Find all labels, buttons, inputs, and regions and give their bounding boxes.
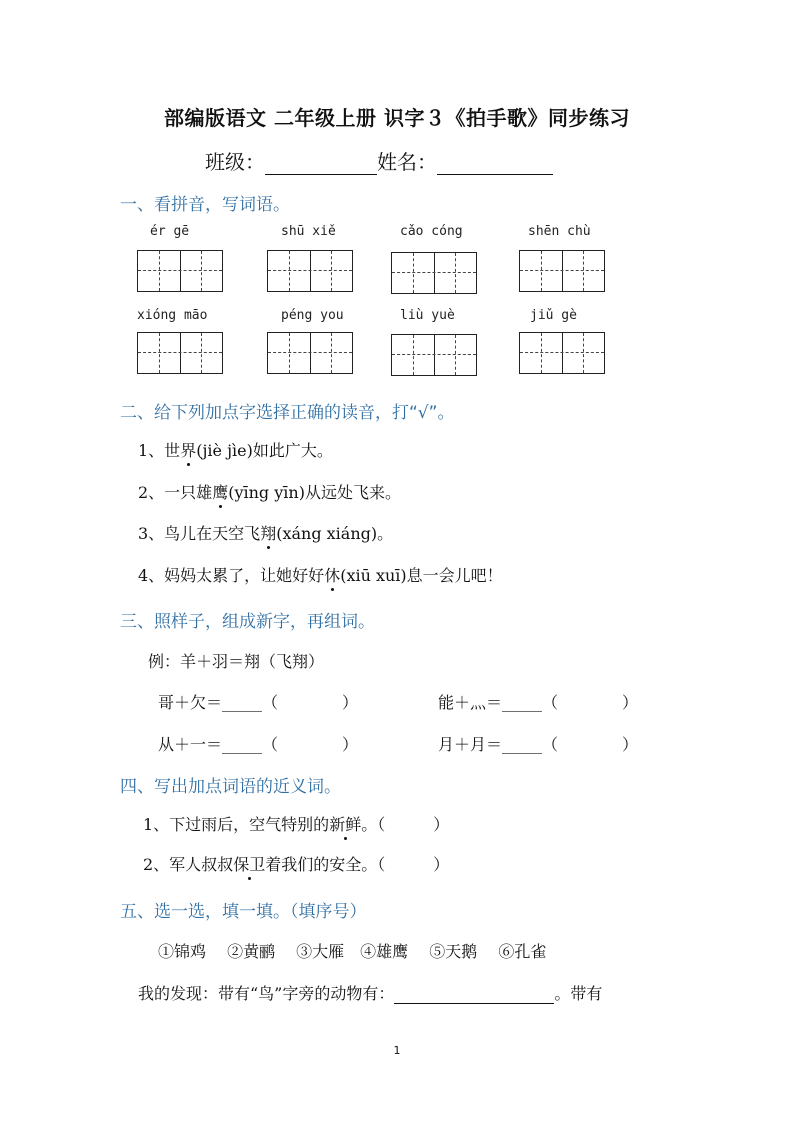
pinyin-4: shēn chù	[528, 224, 591, 239]
question-2-2: 2、一只雄鹰(yīng yīn)从远处飞来。	[138, 483, 401, 502]
discovery-blank[interactable]	[394, 985, 554, 1004]
writing-box-5[interactable]	[137, 332, 223, 374]
pinyin-1: ér gē	[150, 224, 190, 239]
writing-box-2[interactable]	[267, 250, 353, 292]
writing-box-1[interactable]	[137, 250, 223, 292]
section-5-heading: 五、选一选，填一填。（填序号）	[120, 902, 367, 922]
compose-row-2: 能＋灬＝_____（ ）	[438, 693, 639, 712]
pinyin-2: shū xiě	[281, 224, 336, 239]
section-2-heading: 二、给下列加点字选择正确的读音，打“√”。	[120, 403, 455, 423]
writing-box-8[interactable]	[519, 332, 605, 374]
compose-row-3: 从＋一＝_____（ ）	[158, 735, 359, 754]
section-1-heading: 一、看拼音，写词语。	[120, 195, 290, 215]
class-name-line	[205, 146, 553, 175]
question-2-1: 1、世界(jiè jìe)如此广大。	[138, 441, 333, 460]
writing-box-7[interactable]	[391, 334, 477, 376]
name-label: 姓名：	[377, 150, 437, 174]
animal-options: ①锦鸡 ②黄鹂 ③大雁 ④雄鹰 ⑤天鹅 ⑥孔雀	[158, 942, 547, 961]
class-blank	[265, 154, 377, 175]
name-blank	[437, 154, 553, 175]
question-4-1: 1、下过雨后，空气特别的新鲜。（ ）	[143, 815, 450, 834]
example-line: 例：羊＋羽＝翔（飞翔）	[148, 652, 325, 671]
page-number: 1	[393, 1044, 401, 1057]
compose-row-1: 哥＋欠＝_____（ ）	[158, 693, 359, 712]
class-label: 班级：	[205, 150, 265, 174]
writing-box-6[interactable]	[267, 332, 353, 374]
pinyin-7: liù yuè	[400, 308, 455, 323]
pinyin-5: xióng māo	[137, 308, 208, 323]
writing-box-3[interactable]	[391, 252, 477, 294]
section-4-heading: 四、写出加点词语的近义词。	[120, 777, 341, 797]
question-4-2: 2、军人叔叔保卫着我们的安全。（ ）	[143, 855, 450, 874]
discovery-line: 我的发现：带有“鸟”字旁的动物有： 。带有	[138, 984, 603, 1003]
section-3-heading: 三、照样子，组成新字，再组词。	[120, 612, 375, 632]
pinyin-8: jiǔ gè	[530, 308, 577, 323]
writing-box-4[interactable]	[519, 250, 605, 292]
pinyin-3: cǎo cóng	[400, 224, 463, 239]
question-2-3: 3、鸟儿在天空飞翔(xáng xiáng)。	[138, 524, 394, 543]
page-title: 部编版语文 二年级上册 识字３《拍手歌》同步练习	[164, 106, 630, 130]
compose-row-4: 月＋月＝_____（ ）	[438, 735, 639, 754]
question-2-4: 4、妈妈太累了，让她好好休(xiū xuī)息一会儿吧！	[138, 566, 503, 585]
pinyin-6: péng you	[281, 308, 344, 323]
